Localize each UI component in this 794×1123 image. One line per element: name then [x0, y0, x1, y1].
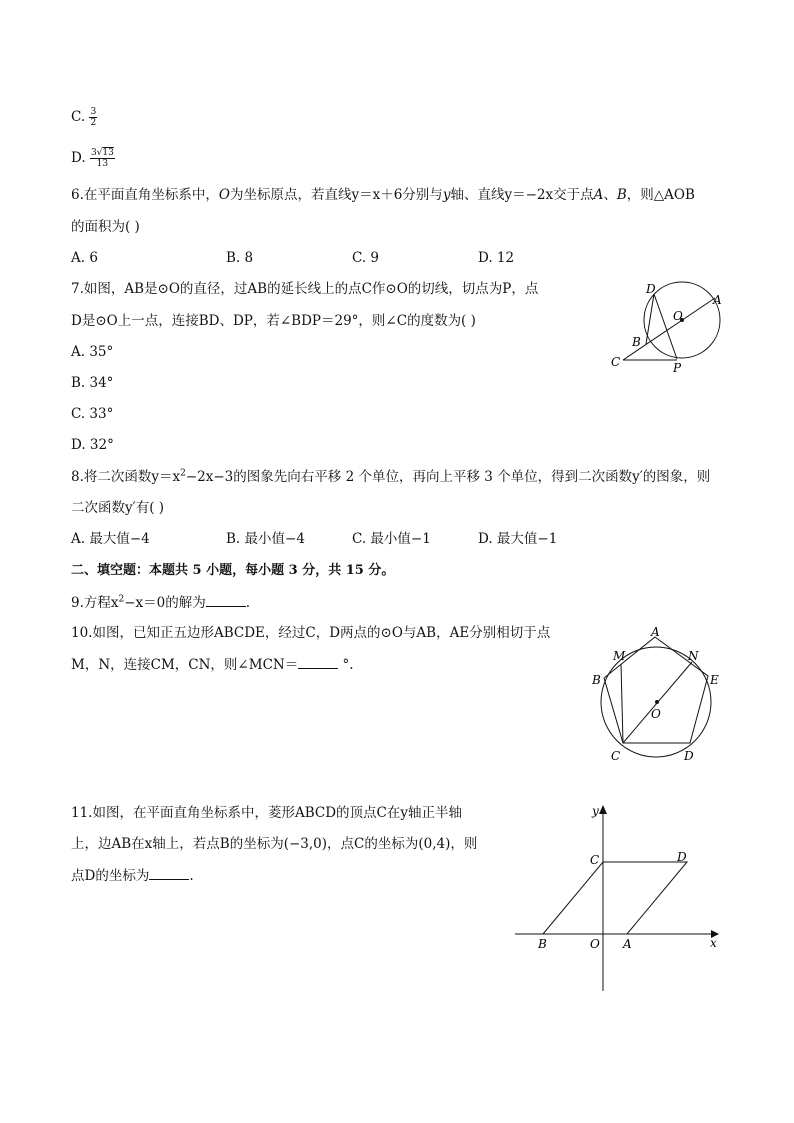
q6-option-c: C. 9 [352, 250, 380, 266]
q11-label-o: O [590, 937, 600, 951]
q7-figure [605, 280, 735, 380]
q8-option-b: B. 最小值−4 [226, 531, 305, 547]
q10-label-e: E [710, 673, 719, 687]
q7-label-c: C [611, 355, 621, 369]
q6-line1: 6.在平面直角坐标系中，O为坐标原点，若直线y＝x＋6分别与y轴、直线y＝−2x交于点A、B，则△AOB [71, 187, 695, 203]
q11-figure [510, 795, 725, 995]
q10-label-m: M [613, 649, 626, 663]
q5-option-c: C. $\frac{3}{2}$ [71, 107, 97, 128]
q8-option-a: A. 最大值−4 [71, 531, 150, 547]
q7-label-a: A [713, 293, 722, 307]
q11-line2: 上，边AB在x轴上，若点B的坐标为(−3,0)，点C的坐标为(0,4)，则 [71, 836, 478, 852]
q10-label-c: C [611, 749, 621, 763]
section-heading: 二、填空题：本题共 5 小题，每小题 3 分，共 15 分。 [71, 563, 395, 578]
q7-label-b: B [632, 335, 641, 349]
q7-line-ca [623, 298, 715, 360]
q10-line1: 10.如图，已知正五边形ABCDE，经过C，D两点的⊙O与AB，AE分别相切于点 [71, 625, 551, 641]
q10-label-o: O [651, 707, 661, 721]
q7-label-o: O [673, 309, 683, 323]
q10-line-cm [621, 664, 623, 743]
q7-option-d: D. 32° [71, 437, 114, 453]
q11-label-d: D [677, 850, 687, 864]
answer-blank[interactable] [298, 654, 338, 669]
q8-option-d: D. 最大值−1 [478, 531, 558, 547]
answer-blank[interactable] [149, 865, 189, 880]
q11-line3: 点D的坐标为 . [71, 865, 194, 886]
q11-label-c: C [590, 853, 600, 867]
q11-label-x: x [710, 936, 717, 950]
q8-line1: 8.将二次函数$y=x^2-2x-3$的图象先向右平移 2 个单位，再向上平移 3 个单位，得到二次函数y′的图象，则 [71, 468, 711, 485]
q7-label-p: P [673, 361, 682, 375]
q11-label-y: y [592, 804, 599, 818]
q8-option-c: C. 最小值−1 [352, 531, 431, 547]
q10-label-d: D [684, 749, 694, 763]
q9-line: 9.方程$x^2-x=0$的解为 . [71, 592, 250, 613]
q10-center-dot [655, 700, 659, 704]
q10-label-a: A [651, 625, 660, 639]
answer-blank[interactable] [206, 592, 246, 607]
q7-option-a: A. 35° [71, 344, 114, 360]
q6-option-d: D. 12 [478, 250, 515, 266]
q7-option-b: B. 34° [71, 375, 114, 391]
q7-option-c: C. 33° [71, 406, 114, 422]
q11-line1: 11.如图，在平面直角坐标系中，菱形ABCD的顶点C在y轴正半轴 [71, 805, 462, 821]
y-axis-arrow [599, 805, 607, 814]
fraction: $\frac{3√13}{13}$ [90, 148, 114, 169]
q5-option-d: D. $\frac{3√13}{13}$ [71, 148, 114, 169]
q10-label-n: N [688, 649, 699, 663]
q11-label-a: A [623, 937, 632, 951]
q6-option-a: A. 6 [71, 250, 98, 266]
rhombus-abcd [543, 862, 687, 934]
q7-label-d: D [646, 282, 656, 296]
fraction: $\frac{3}{2}$ [90, 107, 97, 128]
q11-label-b: B [538, 937, 547, 951]
q7-line2: D是⊙O上一点，连接BD、DP，若∠BDP＝29°，则∠C的度数为( ) [71, 313, 476, 329]
q10-line2: M，N，连接CM，CN，则∠MCN＝ °. [71, 654, 354, 675]
q6-option-b: B. 8 [226, 250, 254, 266]
q10-label-b: B [592, 673, 601, 687]
q7-line1: 7.如图，AB是⊙O的直径，过AB的延长线上的点C作⊙O的切线，切点为P，点 [71, 281, 539, 297]
q6-line2: 的面积为( ) [71, 219, 140, 235]
q8-line2: 二次函数y′有( ) [71, 500, 165, 516]
q7-line-db [646, 294, 654, 344]
q10-figure [585, 622, 730, 767]
